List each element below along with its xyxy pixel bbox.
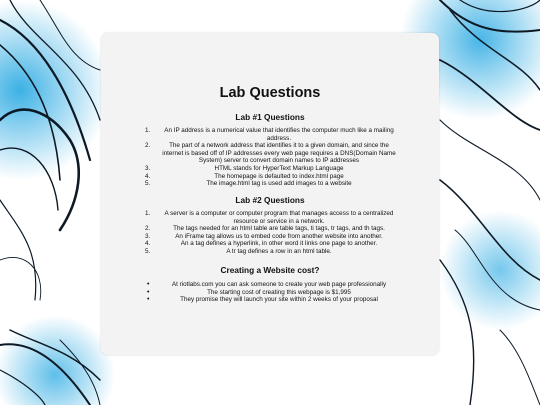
list-item	[145, 210, 399, 225]
list-number: 4.	[145, 172, 151, 180]
list-item	[145, 165, 399, 173]
list-text: The starting cost of creating this webpage is $1,995	[207, 288, 351, 296]
bullet: •	[147, 281, 150, 288]
list-number: 1.	[145, 127, 151, 134]
list-text: The homepage is defaulted to index.html page	[214, 172, 344, 180]
bullet: •	[147, 296, 150, 304]
list-text: HTML stands for HyperText Markup Language	[214, 164, 344, 172]
list-text: The part of a network address that identifies it to a given domain, and since the internet is based off of IP addresses every web page requires a DNS(Domain Name System) server to convert domain names to IP addresses	[162, 142, 396, 165]
website-cost-list	[145, 281, 399, 304]
list-text: At riotlabs.com you can ask someone to create your web page professionally	[171, 281, 387, 288]
website-cost-heading: Creating a Website cost?	[220, 265, 320, 275]
list-number: 5.	[145, 247, 151, 255]
list-number: 5.	[145, 180, 151, 188]
list-text: They promise they will launch your site within 2 weeks of your proposal	[180, 296, 378, 304]
list-item	[145, 233, 399, 241]
page-title: Lab Questions	[219, 85, 321, 101]
list-item	[145, 142, 399, 165]
list-item	[145, 180, 399, 188]
bullet: •	[147, 288, 150, 296]
list-item	[145, 240, 399, 248]
list-number: 3.	[145, 232, 151, 240]
lab1-list	[145, 127, 399, 188]
list-text: A tr tag defines a row in an html table.	[226, 247, 332, 255]
list-text: The tags needed for an html table are table tags, ti tags, tr tags, and th tags.	[173, 225, 385, 233]
list-item	[145, 173, 399, 181]
list-text: An IP address is a numerical value that identifies the computer much like a mailing address.	[164, 127, 394, 142]
list-number: 2.	[145, 225, 151, 233]
content-card	[101, 33, 439, 355]
list-text: An iFrame tag allows us to embed code from another website into another.	[175, 232, 383, 240]
list-item	[145, 296, 399, 304]
list-text: An a tag defines a hyperlink, in other word it links one page to another.	[180, 240, 378, 248]
list-item	[145, 289, 399, 297]
list-number: 4.	[145, 240, 151, 248]
lab2-list	[145, 210, 399, 256]
list-number: 2.	[145, 142, 151, 150]
list-text: The image.html tag is used add images to a website	[206, 180, 352, 188]
list-item	[145, 281, 399, 289]
list-number: 1.	[145, 210, 151, 217]
list-item	[145, 127, 399, 142]
list-number: 3.	[145, 164, 151, 172]
list-text: A server is a computer or computer program that manages access to a centralized resource or service in a network.	[164, 210, 394, 225]
lab1-heading: Lab #1 Questions	[235, 112, 305, 122]
list-item	[145, 225, 399, 233]
lab2-heading: Lab #2 Questions	[235, 195, 305, 205]
list-item	[145, 248, 399, 256]
